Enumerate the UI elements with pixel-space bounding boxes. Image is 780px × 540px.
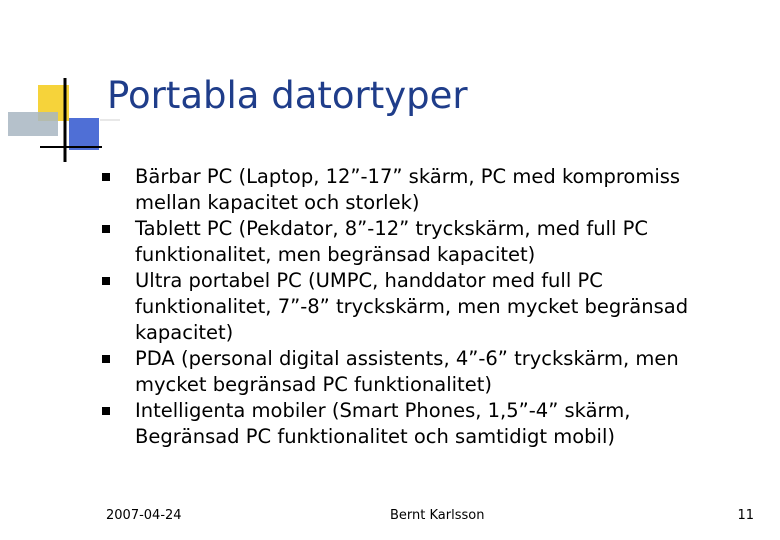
bullet-item-tablet	[100, 216, 740, 268]
square-bullet-icon	[102, 173, 110, 181]
bullet-item-laptop	[100, 164, 740, 216]
bullet-text: Tablett PC (Pekdator, 8”-12” tryckskärm, med full PC funktionalitet, men begränsad kapacitet)	[135, 217, 648, 266]
square-bullet-icon	[102, 407, 110, 415]
footer-page-number: 11	[737, 508, 754, 523]
decoration-blue-square	[69, 118, 99, 150]
bullet-text: PDA (personal digital assistents, 4”-6” tryckskärm, men mycket begränsad PC funktionalitet)	[135, 347, 679, 396]
square-bullet-icon	[102, 277, 110, 285]
bullet-text: Ultra portabel PC (UMPC, handdator med full PC funktionalitet, 7”-8” tryckskärm, men mycket begränsad kapacitet)	[135, 269, 689, 344]
bullet-item-smartphones	[100, 398, 740, 450]
slide-title: Portabla datortyper	[107, 74, 468, 117]
decoration-gray-square	[8, 112, 58, 136]
square-bullet-icon	[102, 355, 110, 363]
footer-date: 2007-04-24	[106, 508, 182, 523]
bullet-list	[100, 164, 740, 450]
bullet-text: Intelligenta mobiler (Smart Phones, 1,5”-4” skärm, Begränsad PC funktionalitet och samtidigt mobil)	[135, 399, 631, 448]
footer-author: Bernt Karlsson	[390, 508, 485, 523]
bullet-item-pda	[100, 346, 740, 398]
square-bullet-icon	[102, 225, 110, 233]
bullet-text: Bärbar PC (Laptop, 12”-17” skärm, PC med kompromiss mellan kapacitet och storlek)	[135, 165, 681, 214]
bullet-item-umpc	[100, 268, 740, 346]
title-decoration	[0, 0, 120, 170]
